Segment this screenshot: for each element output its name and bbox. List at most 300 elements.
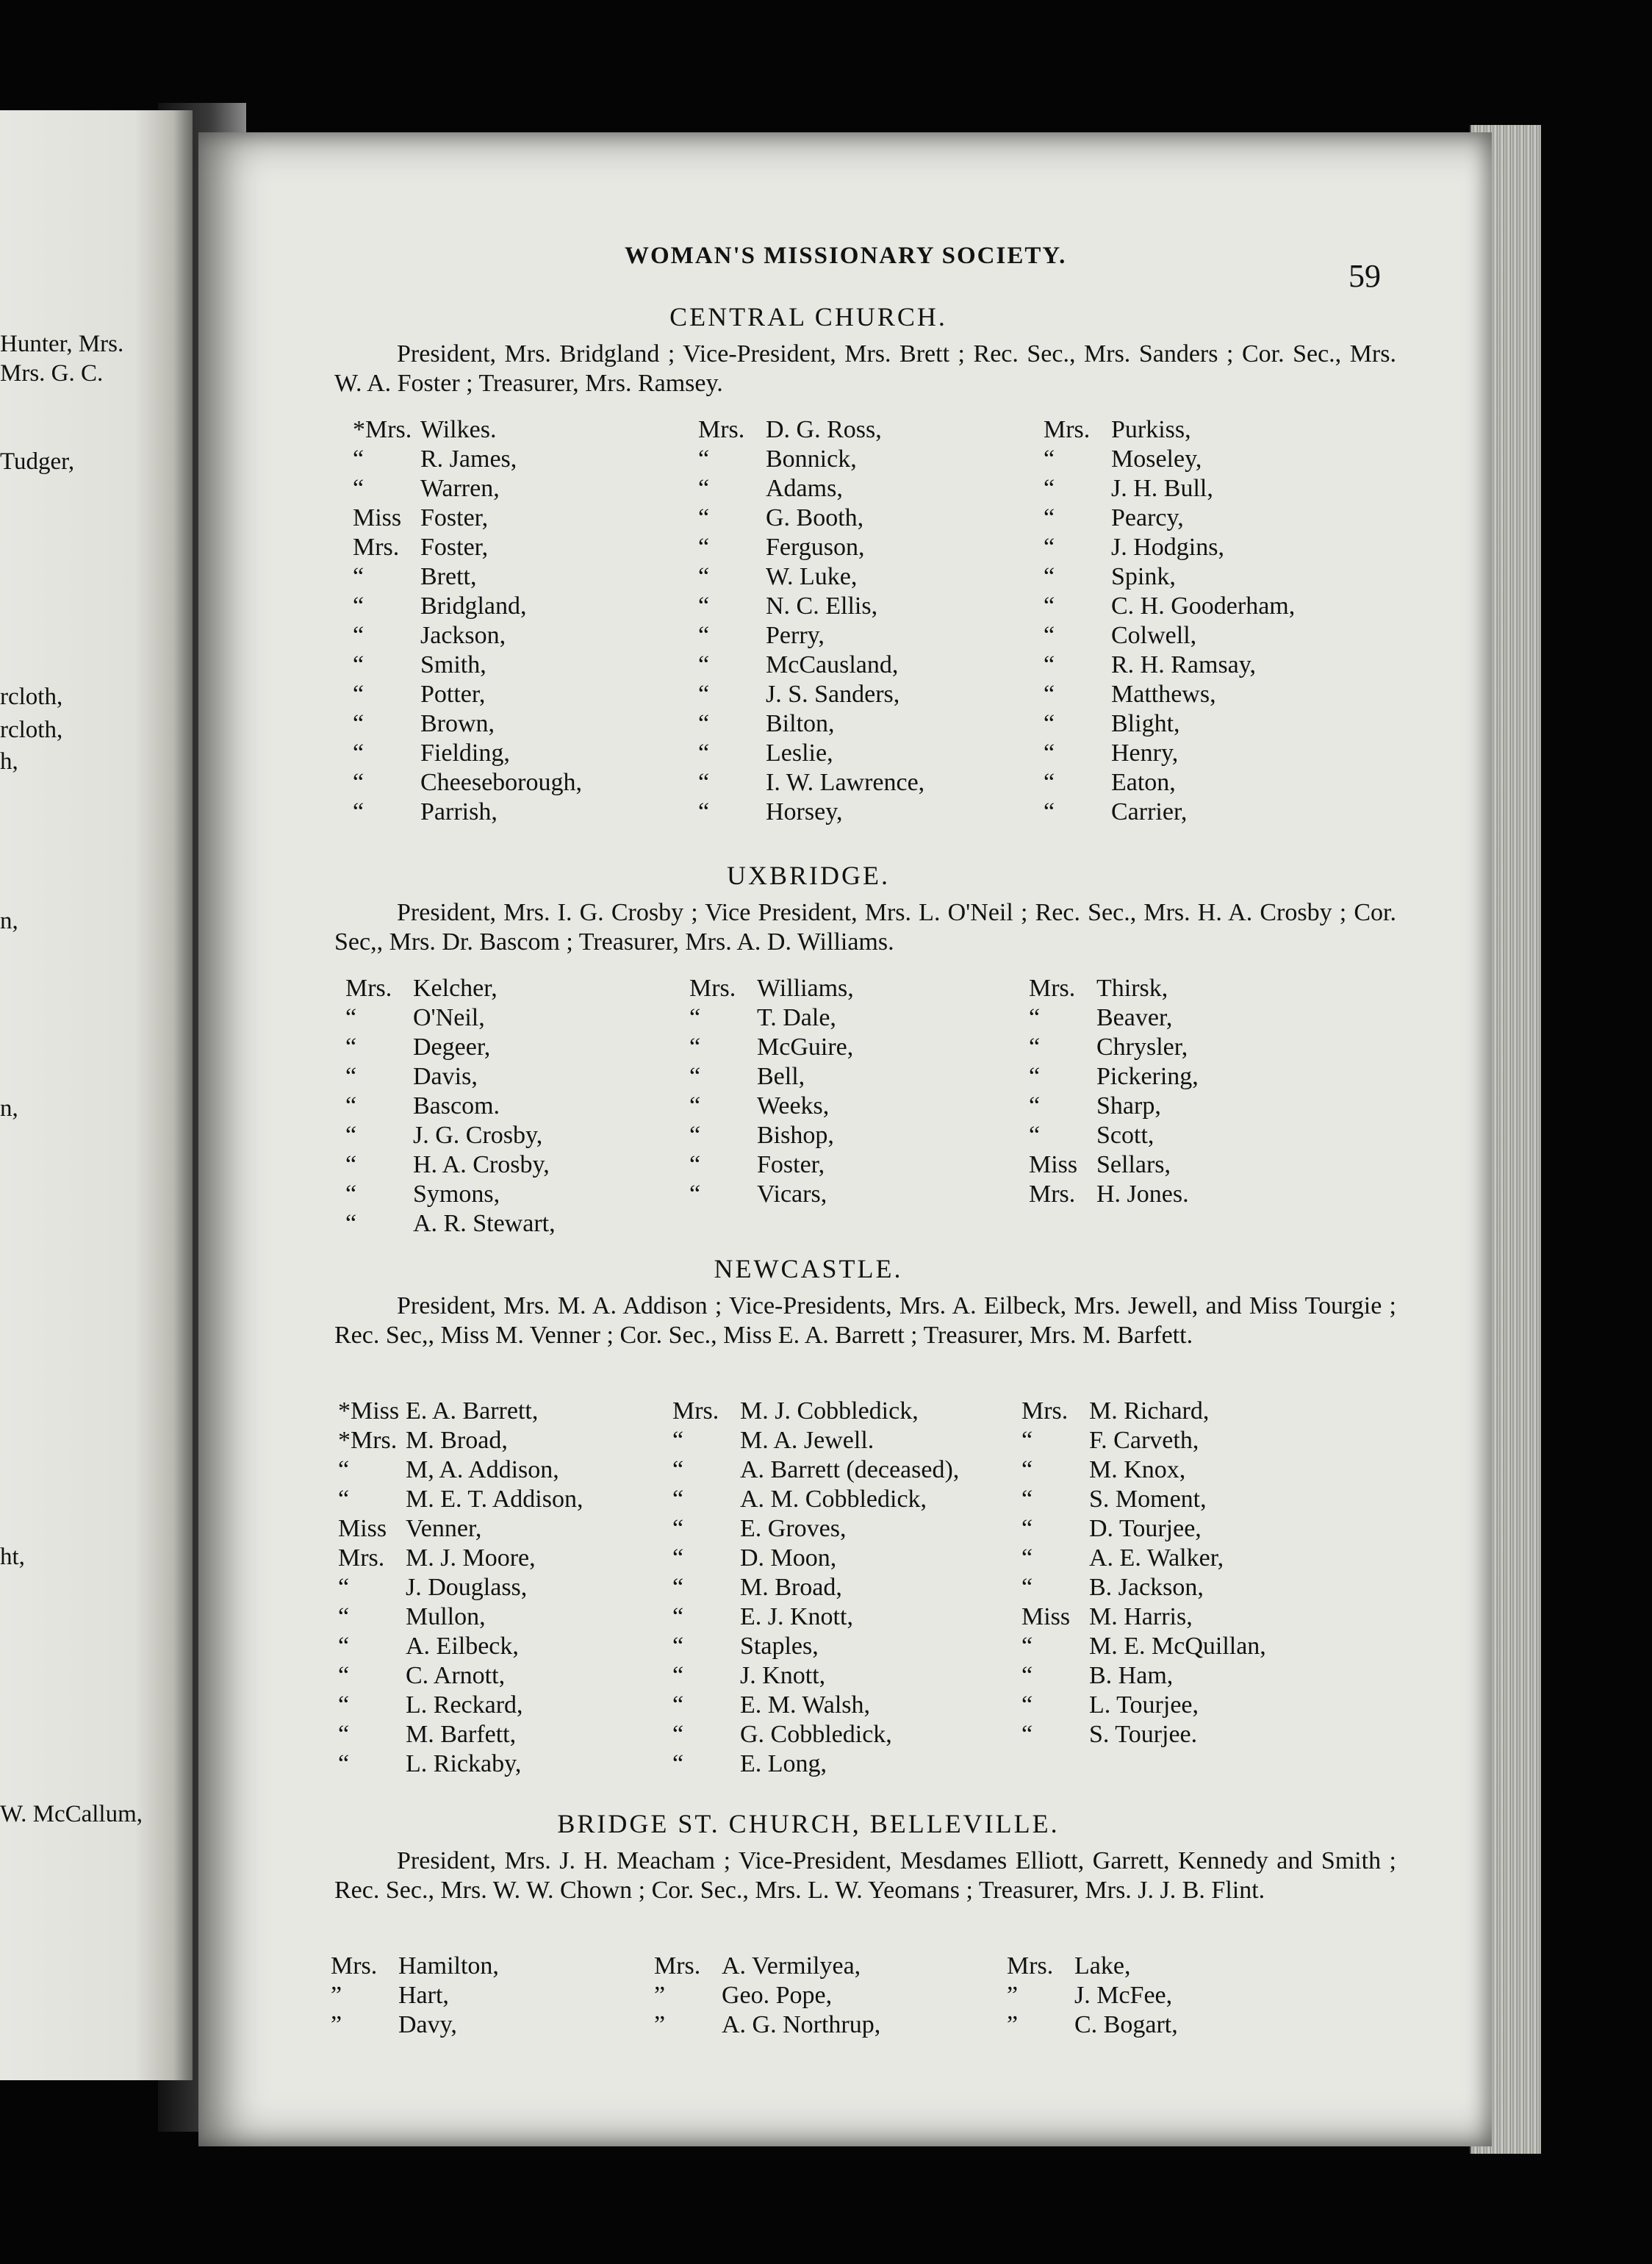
member-entry	[1029, 1062, 1199, 1092]
member-name: Weeks,	[757, 1092, 830, 1120]
member-entry	[672, 1691, 959, 1720]
member-entry	[689, 1121, 854, 1150]
member-entry	[672, 1544, 959, 1573]
member-name: Brown,	[420, 710, 495, 737]
member-title: “	[1021, 1427, 1033, 1454]
member-title: “	[345, 1034, 357, 1061]
member-entry	[698, 592, 924, 621]
member-name: M. A. Jewell.	[740, 1427, 875, 1454]
member-entry	[345, 1180, 556, 1209]
member-column	[338, 1397, 583, 1779]
member-name: McGuire,	[757, 1034, 854, 1061]
member-name: B. Ham,	[1089, 1662, 1174, 1689]
facing-page-line: n,	[0, 908, 18, 934]
member-title: “	[1044, 739, 1055, 767]
member-entry	[1029, 1003, 1199, 1033]
member-title: “	[1029, 1122, 1041, 1149]
member-name: Symons,	[413, 1181, 500, 1208]
member-entry	[698, 798, 924, 827]
member-entry	[1021, 1602, 1266, 1632]
officers-paragraph: President, Mrs. J. H. Meacham ; Vice-President, Mesdames Elliott, Garrett, Kennedy and Smith ; Rec. Sec., Mrs. W. W. Chown ; Cor. Sec., Mrs. L. W. Yeomans ; Treasurer, Mrs. J. J. B. Flint.	[334, 1847, 1396, 1904]
member-column	[331, 1952, 499, 2040]
member-name: Cheeseborough,	[420, 769, 583, 796]
member-entry	[1021, 1426, 1266, 1455]
member-entry	[1044, 768, 1295, 798]
member-title: “	[345, 1151, 357, 1178]
member-title: “	[698, 622, 710, 649]
member-title: “	[1044, 445, 1055, 473]
member-title: “	[345, 1004, 357, 1031]
member-name: L. Rickaby,	[406, 1750, 522, 1777]
running-head: WOMAN'S MISSIONARY SOCIETY.	[625, 243, 1067, 269]
member-title: “	[1044, 651, 1055, 678]
member-entry	[331, 2010, 499, 2040]
member-title: “	[1021, 1456, 1033, 1483]
member-entry	[345, 1121, 556, 1150]
member-entry	[338, 1426, 583, 1455]
member-name: M. E. McQuillan,	[1089, 1633, 1266, 1660]
member-title: Mrs.	[1029, 975, 1076, 1002]
member-entry	[345, 1033, 556, 1062]
member-entry	[698, 474, 924, 504]
member-title: ”	[331, 2011, 342, 2038]
member-column	[1044, 415, 1295, 827]
member-title: “	[672, 1515, 684, 1542]
member-title: “	[1044, 710, 1055, 737]
member-name: R. James,	[420, 445, 517, 473]
member-name: J. G. Crosby,	[413, 1122, 543, 1149]
member-title: Mrs.	[672, 1397, 719, 1425]
member-title: Miss	[353, 504, 402, 531]
member-entry	[672, 1720, 959, 1749]
member-name: M. E. T. Addison,	[406, 1486, 583, 1513]
member-entry	[654, 1952, 880, 1981]
member-entry	[353, 709, 582, 739]
member-title: “	[698, 504, 710, 531]
member-name: Moseley,	[1111, 445, 1202, 473]
member-name: Thirsk,	[1096, 975, 1168, 1002]
member-name: A. E. Walker,	[1089, 1544, 1224, 1572]
member-entry	[1044, 415, 1295, 445]
member-name: Ferguson,	[766, 534, 865, 561]
member-name: Bell,	[757, 1063, 805, 1090]
member-entry	[1029, 1033, 1199, 1062]
member-name: Geo. Pope,	[722, 1982, 833, 2009]
facing-page-line: n,	[0, 1095, 18, 1122]
member-title: ”	[1007, 1982, 1019, 2009]
member-title: “	[353, 651, 364, 678]
facing-page-line: rcloth,	[0, 717, 63, 743]
member-entry	[1021, 1632, 1266, 1661]
member-title: Miss	[1029, 1151, 1078, 1178]
member-entry	[698, 533, 924, 562]
member-title: “	[353, 563, 364, 590]
member-entry	[353, 739, 582, 768]
member-name: F. Carveth,	[1089, 1427, 1199, 1454]
member-name: Colwell,	[1111, 622, 1197, 649]
member-entry	[353, 445, 582, 474]
member-name: M. J. Cobbledick,	[740, 1397, 919, 1425]
member-name: A. Eilbeck,	[406, 1633, 519, 1660]
member-entry	[672, 1397, 959, 1426]
member-name: J. Knott,	[740, 1662, 826, 1689]
member-name: M. Richard,	[1089, 1397, 1210, 1425]
member-entry	[654, 1981, 880, 2010]
member-title: “	[698, 592, 710, 620]
member-entry	[338, 1661, 583, 1691]
member-title: “	[698, 534, 710, 561]
member-entry	[338, 1602, 583, 1632]
member-title: “	[1021, 1544, 1033, 1572]
member-title: “	[689, 1004, 701, 1031]
member-name: D. Tourjee,	[1089, 1515, 1202, 1542]
member-title: “	[338, 1721, 350, 1748]
member-title: “	[689, 1034, 701, 1061]
member-entry	[353, 651, 582, 680]
member-entry	[338, 1544, 583, 1573]
section-title: CENTRAL CHURCH.	[669, 302, 947, 332]
facing-page-line: h,	[0, 748, 18, 775]
member-title: “	[1044, 592, 1055, 620]
member-name: Davy,	[398, 2011, 457, 2038]
member-name: Matthews,	[1111, 681, 1216, 708]
member-entry	[353, 504, 582, 533]
member-title: “	[1044, 475, 1055, 502]
member-name: Henry,	[1111, 739, 1179, 767]
book-page	[198, 132, 1492, 2146]
member-title: “	[672, 1427, 684, 1454]
member-name: C. Bogart,	[1074, 2011, 1178, 2038]
member-name: W. Luke,	[766, 563, 858, 590]
member-name: Blight,	[1111, 710, 1180, 737]
member-name: Foster,	[757, 1151, 825, 1178]
member-entry	[345, 1062, 556, 1092]
member-name: M. Broad,	[406, 1427, 508, 1454]
member-column	[698, 415, 924, 827]
member-entry	[1044, 592, 1295, 621]
member-entry	[338, 1632, 583, 1661]
member-name: A. Barrett (deceased),	[740, 1456, 960, 1483]
member-entry	[1029, 1092, 1199, 1121]
member-title: “	[1029, 1034, 1041, 1061]
member-title: Mrs.	[331, 1952, 378, 1980]
member-name: Adams,	[766, 475, 843, 502]
member-title: “	[698, 651, 710, 678]
member-title: Mrs.	[1021, 1397, 1069, 1425]
member-name: J. McFee,	[1074, 1982, 1173, 2009]
member-entry	[1044, 651, 1295, 680]
page-content	[198, 132, 1492, 2146]
member-entry	[353, 680, 582, 709]
member-title: “	[338, 1486, 350, 1513]
member-title: “	[698, 475, 710, 502]
member-title: “	[338, 1750, 350, 1777]
officers-paragraph: President, Mrs. I. G. Crosby ; Vice President, Mrs. L. O'Neil ; Rec. Sec., Mrs. H. A. Crosby ; Cor. Sec,, Mrs. Dr. Bascom ; Treasurer, Mrs. A. D. Williams.	[334, 899, 1396, 956]
member-name: B. Jackson,	[1089, 1574, 1204, 1601]
member-entry	[353, 768, 582, 798]
member-title: “	[698, 445, 710, 473]
member-entry	[689, 974, 854, 1003]
member-name: H. A. Crosby,	[413, 1151, 550, 1178]
member-entry	[672, 1573, 959, 1602]
member-entry	[353, 798, 582, 827]
member-entry	[353, 621, 582, 651]
member-name: Foster,	[420, 534, 489, 561]
member-column	[1021, 1397, 1266, 1749]
member-title: Mrs.	[689, 975, 736, 1002]
member-entry	[1021, 1691, 1266, 1720]
member-title: “	[1044, 563, 1055, 590]
member-title: “	[345, 1122, 357, 1149]
member-title: “	[698, 710, 710, 737]
member-name: E. Long,	[740, 1750, 827, 1777]
member-name: Parrish,	[420, 798, 498, 825]
member-entry	[353, 592, 582, 621]
member-name: Fielding,	[420, 739, 510, 767]
section-title: NEWCASTLE.	[714, 1254, 903, 1283]
member-name: Bascom.	[413, 1092, 500, 1120]
member-title: Miss	[1021, 1603, 1071, 1630]
member-name: A. G. Northrup,	[722, 2011, 881, 2038]
member-name: J. H. Bull,	[1111, 475, 1213, 502]
member-entry	[1044, 445, 1295, 474]
member-title: Miss	[338, 1515, 387, 1542]
member-entry	[698, 562, 924, 592]
member-entry	[672, 1426, 959, 1455]
member-name: Hamilton,	[398, 1952, 499, 1980]
member-name: M, A. Addison,	[406, 1456, 559, 1483]
member-entry	[672, 1514, 959, 1544]
facing-page-line: rcloth,	[0, 684, 63, 710]
member-title: “	[338, 1574, 350, 1601]
member-entry	[1044, 562, 1295, 592]
member-title: “	[353, 445, 364, 473]
member-name: A. M. Cobbledick,	[740, 1486, 927, 1513]
member-title: “	[353, 710, 364, 737]
member-entry	[1044, 504, 1295, 533]
member-name: E. A. Barrett,	[406, 1397, 539, 1425]
member-entry	[1044, 798, 1295, 827]
member-name: R. H. Ramsay,	[1111, 651, 1257, 678]
member-entry	[1021, 1485, 1266, 1514]
facing-page-line: W. McCallum,	[0, 1801, 143, 1827]
member-title: “	[689, 1063, 701, 1090]
member-entry	[698, 445, 924, 474]
member-title: “	[353, 592, 364, 620]
section-title: UXBRIDGE.	[727, 861, 890, 890]
member-entry	[1044, 680, 1295, 709]
member-name: Bridgland,	[420, 592, 527, 620]
member-entry	[698, 709, 924, 739]
member-name: Chrysler,	[1096, 1034, 1188, 1061]
member-title: “	[338, 1603, 350, 1630]
member-title: “	[1029, 1004, 1041, 1031]
member-entry	[1021, 1720, 1266, 1749]
member-entry	[672, 1661, 959, 1691]
member-name: A. Vermilyea,	[722, 1952, 861, 1980]
member-column	[1007, 1952, 1178, 2040]
member-entry	[1021, 1661, 1266, 1691]
member-name: G. Cobbledick,	[740, 1721, 892, 1748]
member-name: Wilkes.	[420, 416, 497, 443]
member-title: “	[345, 1063, 357, 1090]
member-name: Warren,	[420, 475, 500, 502]
member-title: “	[672, 1486, 684, 1513]
member-title: “	[353, 681, 364, 708]
member-name: Sharp,	[1096, 1092, 1161, 1120]
member-title: Mrs.	[338, 1544, 385, 1572]
member-title: “	[1021, 1574, 1033, 1601]
member-entry	[698, 739, 924, 768]
member-title: “	[698, 681, 710, 708]
member-name: Smith,	[420, 651, 486, 678]
member-name: E. J. Knott,	[740, 1603, 853, 1630]
member-name: T. Dale,	[757, 1004, 836, 1031]
facing-page-line: Tudger,	[0, 448, 75, 475]
member-name: Bishop,	[757, 1122, 834, 1149]
member-name: Spink,	[1111, 563, 1176, 590]
member-title: “	[345, 1210, 357, 1237]
member-entry	[353, 415, 582, 445]
member-name: Perry,	[766, 622, 825, 649]
member-entry	[1021, 1397, 1266, 1426]
member-name: L. Tourjee,	[1089, 1691, 1199, 1719]
member-entry	[1029, 1121, 1199, 1150]
member-title: “	[345, 1181, 357, 1208]
member-title: “	[672, 1574, 684, 1601]
member-entry	[689, 1003, 854, 1033]
facing-page-line: ht,	[0, 1544, 25, 1570]
member-entry	[1029, 974, 1199, 1003]
member-title: ”	[654, 2011, 666, 2038]
member-entry	[1044, 533, 1295, 562]
member-entry	[698, 621, 924, 651]
facing-page-line: Hunter, Mrs.	[0, 331, 124, 357]
member-name: M. Knox,	[1089, 1456, 1186, 1483]
member-entry	[331, 1952, 499, 1981]
member-name: M. J. Moore,	[406, 1544, 536, 1572]
member-entry	[689, 1180, 854, 1209]
member-title: “	[353, 622, 364, 649]
member-entry	[672, 1602, 959, 1632]
member-entry	[338, 1397, 583, 1426]
member-title: “	[338, 1456, 350, 1483]
member-entry	[353, 562, 582, 592]
member-title: Mrs.	[353, 534, 400, 561]
member-title: “	[698, 798, 710, 825]
member-title: Mrs.	[345, 975, 392, 1002]
member-title: Mrs.	[654, 1952, 701, 1980]
member-entry	[689, 1062, 854, 1092]
member-name: Staples,	[740, 1633, 819, 1660]
facing-page	[0, 110, 193, 2080]
member-title: “	[1021, 1633, 1033, 1660]
member-entry	[338, 1573, 583, 1602]
member-entry	[338, 1691, 583, 1720]
member-title: “	[672, 1662, 684, 1689]
member-entry	[698, 680, 924, 709]
member-entry	[1021, 1455, 1266, 1485]
member-title: Mrs.	[698, 416, 745, 443]
member-name: Potter,	[420, 681, 486, 708]
member-title: “	[672, 1544, 684, 1572]
member-name: Lake,	[1074, 1952, 1131, 1980]
member-name: C. H. Gooderham,	[1111, 592, 1296, 620]
member-title: *Miss	[338, 1397, 400, 1425]
member-entry	[1021, 1544, 1266, 1573]
member-name: Davis,	[413, 1063, 478, 1090]
member-title: “	[672, 1691, 684, 1719]
member-entry	[672, 1455, 959, 1485]
member-name: Kelcher,	[413, 975, 498, 1002]
member-column	[654, 1952, 880, 2040]
member-title: *Mrs.	[353, 416, 412, 443]
member-entry	[672, 1632, 959, 1661]
member-entry	[338, 1455, 583, 1485]
member-name: H. Jones.	[1096, 1181, 1189, 1208]
member-name: Foster,	[420, 504, 489, 531]
member-title: “	[672, 1721, 684, 1748]
member-name: Beaver,	[1096, 1004, 1173, 1031]
member-entry	[698, 651, 924, 680]
member-title: “	[1021, 1662, 1033, 1689]
member-title: “	[353, 769, 364, 796]
member-title: “	[1021, 1691, 1033, 1719]
member-column	[345, 974, 556, 1239]
member-column	[689, 974, 854, 1209]
member-title: “	[1044, 769, 1055, 796]
member-title: “	[345, 1092, 357, 1120]
member-title: “	[338, 1633, 350, 1660]
member-entry	[672, 1749, 959, 1779]
member-entry	[698, 415, 924, 445]
member-title: “	[1044, 622, 1055, 649]
section-title: BRIDGE ST. CHURCH, BELLEVILLE.	[557, 1809, 1060, 1838]
member-entry	[353, 474, 582, 504]
member-title: “	[1044, 798, 1055, 825]
member-entry	[338, 1720, 583, 1749]
member-entry	[689, 1033, 854, 1062]
member-entry	[654, 2010, 880, 2040]
member-name: Vicars,	[757, 1181, 827, 1208]
member-entry	[338, 1485, 583, 1514]
member-title: “	[338, 1691, 350, 1719]
member-name: Scott,	[1096, 1122, 1154, 1149]
member-entry	[1044, 739, 1295, 768]
member-name: J. Hodgins,	[1111, 534, 1224, 561]
member-column	[353, 415, 582, 827]
member-name: Sellars,	[1096, 1151, 1171, 1178]
facing-page-line: Mrs. G. C.	[0, 360, 104, 387]
member-entry	[1021, 1514, 1266, 1544]
member-title: “	[353, 739, 364, 767]
member-entry	[1044, 474, 1295, 504]
member-title: “	[698, 739, 710, 767]
member-title: ”	[331, 1982, 342, 2009]
member-title: “	[1021, 1515, 1033, 1542]
member-entry	[1021, 1573, 1266, 1602]
member-entry	[1029, 1150, 1199, 1180]
member-name: McCausland,	[766, 651, 899, 678]
member-name: S. Tourjee.	[1089, 1721, 1198, 1748]
member-entry	[345, 974, 556, 1003]
member-entry	[1029, 1180, 1199, 1209]
member-title: Mrs.	[1044, 416, 1091, 443]
member-entry	[1044, 709, 1295, 739]
member-title: Mrs.	[1029, 1181, 1076, 1208]
member-title: “	[689, 1122, 701, 1149]
member-title: “	[338, 1662, 350, 1689]
